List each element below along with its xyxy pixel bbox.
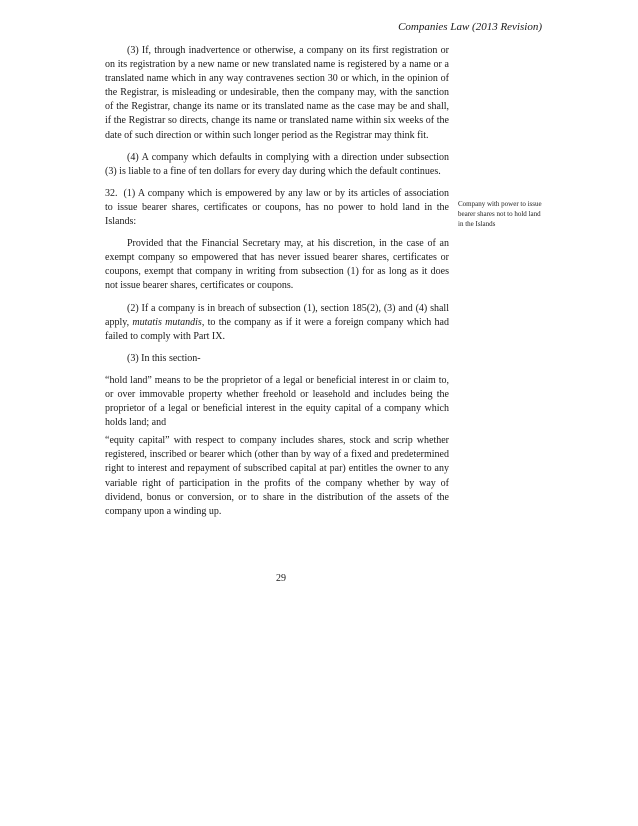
section-number: 32. <box>105 187 118 199</box>
page-number: 29 <box>276 573 286 584</box>
paragraph-section-32-subsection-3: (3) In this section- <box>127 352 201 364</box>
section-32-text: (1) A company which is empowered by any law or by its articles of association to issue bearer shares, certificates or coupons, has no power to hold land in the Islands: <box>105 187 449 228</box>
definition-equity-capital: “equity capital” with respect to company includes shares, stock and scrip whether registered, inscribed or bearer which (other than by way of a fixed and predetermined right to interest and repayment of subscribed capital at par) entitles the owner to any variable right of participation in the profits of the company whether by way of dividend, bonus or conversion, or to share in the distribution of the assets of the company upon a winding up. <box>105 435 449 517</box>
subsection-2-text-start: (2) If a company is in breach of subsection (1), section 185(2), (3) and (4) shall apply, <box>105 302 449 328</box>
latin-phrase: mutatis mutandis <box>132 316 202 328</box>
section-32-paragraph <box>105 187 449 229</box>
paragraph-subsection-4: (4) A company which defaults in complying with a direction under subsection (3) is liable to a fine of ten dollars for every day during which the default continues. <box>105 151 449 177</box>
proviso-paragraph: Provided that the Financial Secretary may, at his discretion, in the case of an exempt company so empowered that has never issued bearer shares, certificates or coupons, exempt that company in writing from subsection (1) for as long as it does not issue bearer shares, certificates or coupons. <box>105 238 449 292</box>
body-text <box>105 44 449 527</box>
marginal-note: Company with power to issue bearer shares not to hold land in the Islands <box>458 200 542 228</box>
running-header: Companies Law (2013 Revision) <box>398 21 542 33</box>
paragraph-subsection-3: (3) If, through inadvertence or otherwise, a company on its first registration or on its registration by a new name or new translated name is registered by a name or a translated name which in any way contravenes section 30 or which, in the opinion of the Registrar, is misleading or undesirable, then the company may, with the sanction of the Registrar, change its name or its translated name as the case may be and shall, if the Registrar so directs, change its name or translated name within six weeks of the date of such direction or within such longer period as the Registrar may think fit. <box>105 45 449 141</box>
definition-hold-land: “hold land” means to be the proprietor of a legal or beneficial interest in or claim to, or over immovable property whether freehold or leasehold and includes being the proprietor of a legal or beneficial interest in the equity capital of a company which holds land; and <box>105 374 449 429</box>
paragraph-section-32-subsection-2 <box>105 302 449 344</box>
subsection-2-text-end: , to the company as if it were a foreign company which had failed to comply with Part IX. <box>105 316 449 342</box>
